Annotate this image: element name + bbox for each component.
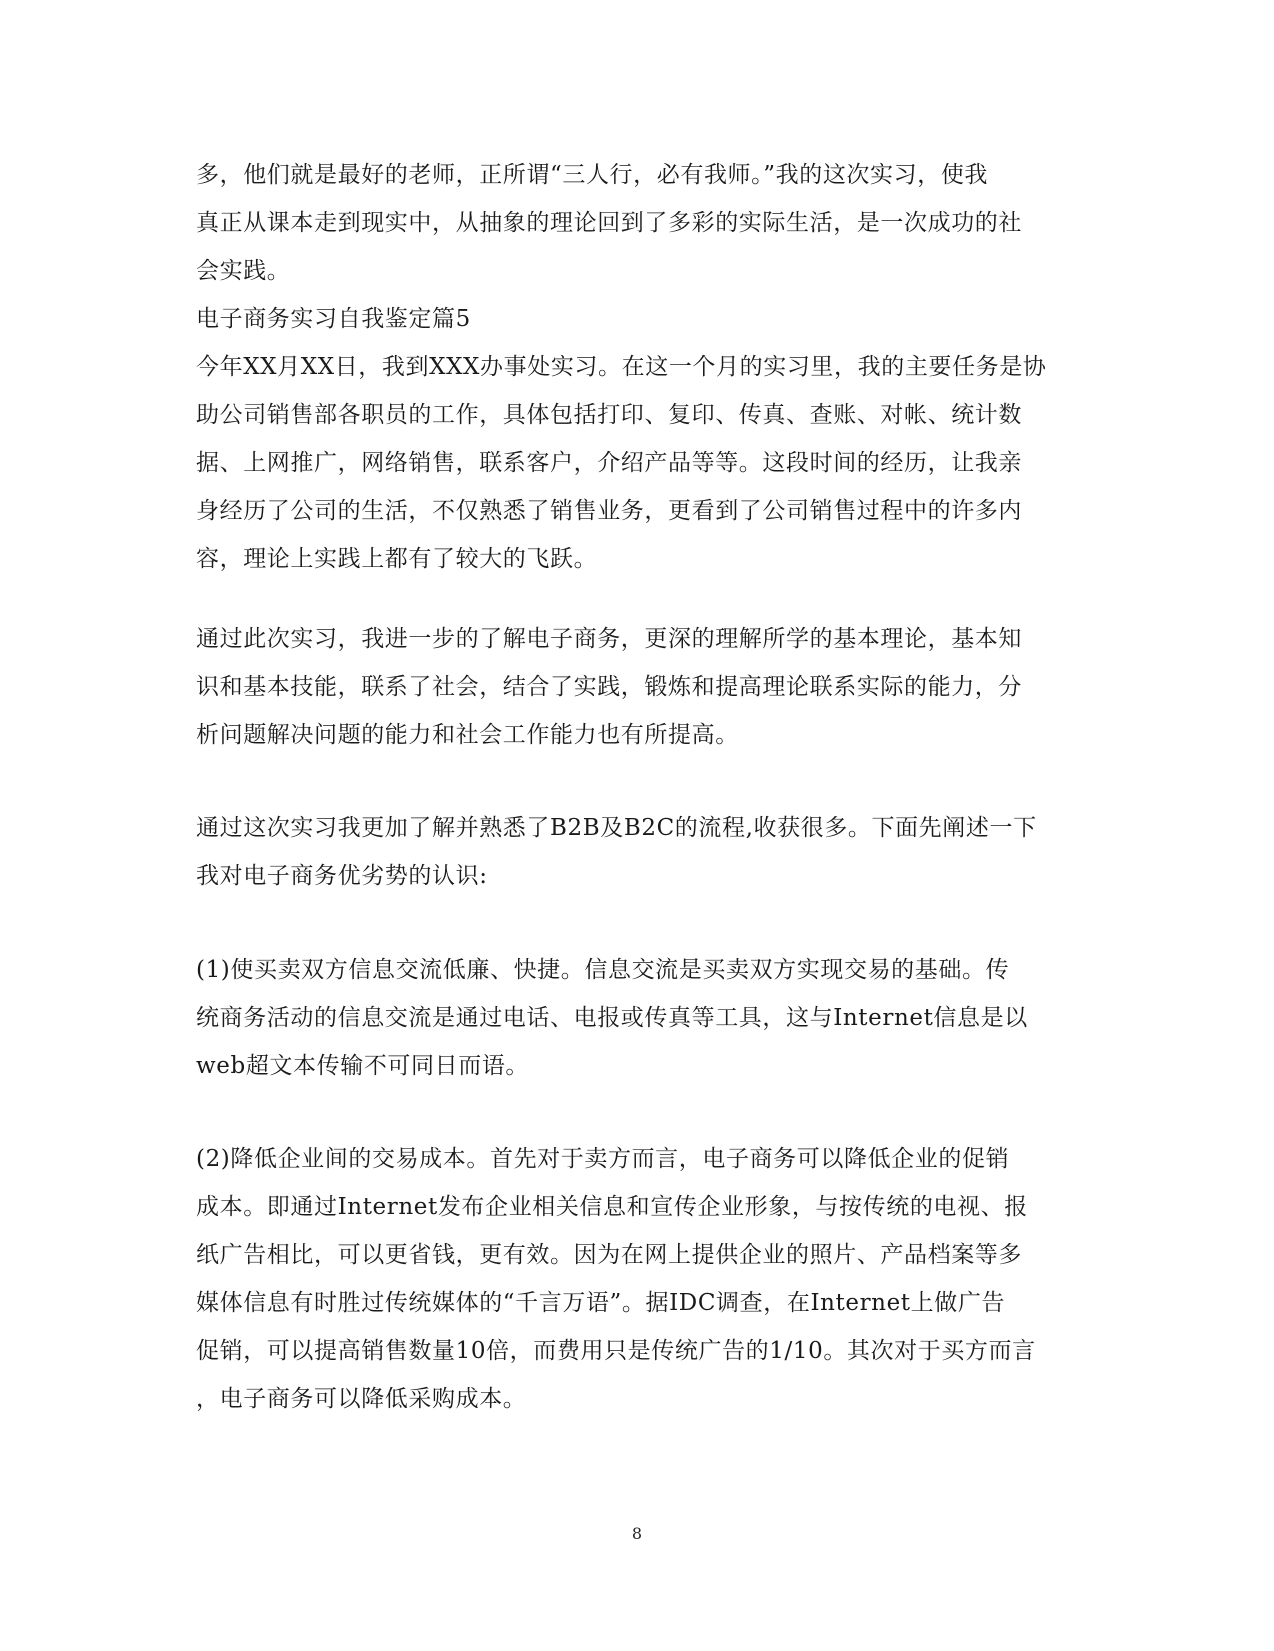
text-line: 会实践。 [196,258,291,284]
text-line: (1)使买卖双方信息交流低廉、快捷。信息交流是买卖双方实现交易的基础。传 [196,957,1010,983]
paragraph-b2b-b2c [196,804,1076,900]
text-line: (2)降低企业间的交易成本。首先对于卖方而言，电子商务可以降低企业的促销 [196,1146,1010,1172]
page-number: 8 [631,1524,643,1543]
text-line: 促销，可以提高销售数量10倍，而费用只是传统广告的1/10。其次对于买方而言 [196,1338,1036,1364]
text-line: 助公司销售部各职员的工作，具体包括打印、复印、传真、查账、对帐、统计数 [196,402,1022,428]
text-line: ，电子商务可以降低采购成本。 [196,1386,527,1412]
text-line: 我对电子商务优劣势的认识: [196,863,488,889]
text-line: 成本。即通过Internet发布企业相关信息和宣传企业形象，与按传统的电视、报 [196,1194,1028,1220]
text-line: web超文本传输不可同日而语。 [196,1053,530,1079]
text-line: 据、上网推广，网络销售，联系客户，介绍产品等等。这段时间的经历，让我亲 [196,450,1022,476]
text-line: 识和基本技能，联系了社会，结合了实践，锻炼和提高理论联系实际的能力，分 [196,674,1022,700]
paragraph-intro [196,151,1076,583]
text-line: 身经历了公司的生活，不仅熟悉了销售业务，更看到了公司销售过程中的许多内 [196,498,1022,524]
text-line: 多，他们就是最好的老师，正所谓“三人行，必有我师。”我的这次实习，使我 [196,162,989,188]
text-line: 真正从课本走到现实中，从抽象的理论回到了多彩的实际生活，是一次成功的社 [196,210,1022,236]
text-line: 今年XX月XX日，我到XXX办事处实习。在这一个月的实习里，我的主要任务是协 [196,354,1047,380]
paragraph-point-2 [196,1135,1076,1423]
text-line: 统商务活动的信息交流是通过电话、电报或传真等工具，这与Internet信息是以 [196,1005,1028,1031]
paragraph-understanding [196,615,1076,759]
text-line: 通过此次实习，我进一步的了解电子商务，更深的理解所学的基本理论，基本知 [196,626,1022,652]
section-heading: 电子商务实习自我鉴定篇5 [196,306,471,332]
text-line: 媒体信息有时胜过传统媒体的“千言万语”。据IDC调查，在Internet上做广告 [196,1290,1006,1316]
text-line: 容，理论上实践上都有了较大的飞跃。 [196,546,598,572]
text-line: 纸广告相比，可以更省钱，更有效。因为在网上提供企业的照片、产品档案等多 [196,1242,1022,1268]
text-line: 通过这次实习我更加了解并熟悉了B2B及B2C的流程,收获很多。下面先阐述一下 [196,815,1037,841]
paragraph-point-1 [196,946,1076,1090]
text-line: 析问题解决问题的能力和社会工作能力也有所提高。 [196,722,739,748]
